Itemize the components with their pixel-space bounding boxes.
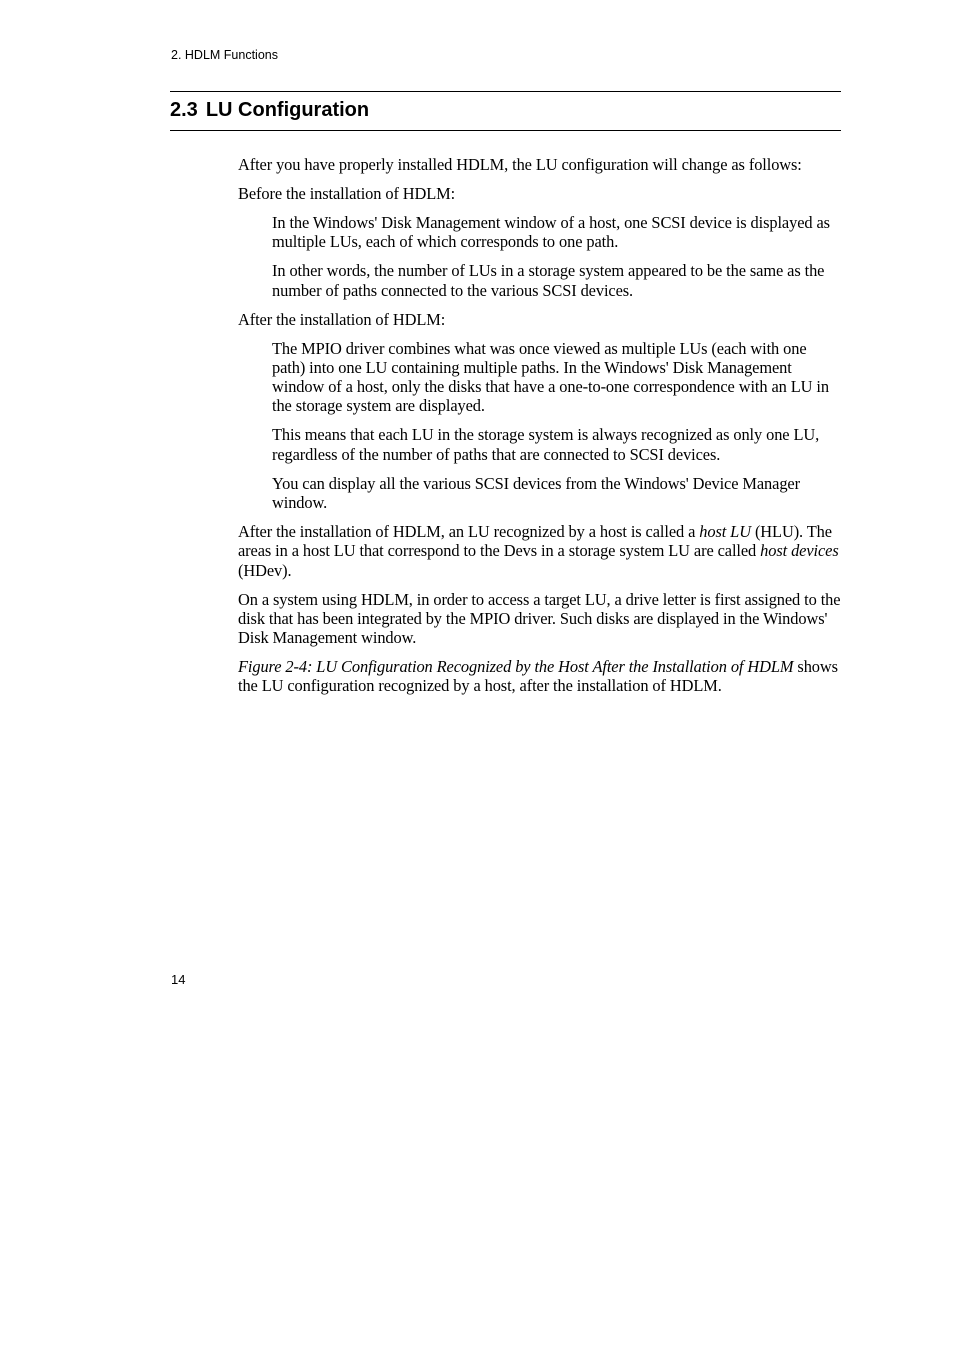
- figure-reference-link[interactable]: Figure 2-4: LU Configuration Recognized by the Host After the Installation of HDLM: [238, 657, 794, 677]
- after-installation-paragraph-3: You can display all the various SCSI devices from the Windows' Device Manager window.: [272, 473, 800, 512]
- section-top-rule: [170, 91, 841, 92]
- before-installation-paragraph-1: In the Windows' Disk Management window of a host, one SCSI device is displayed as multiple LUs, each of which corresponds to one path.: [272, 212, 830, 252]
- host-lu-text-1: After the installation of HDLM, an LU recognized by a host is called a: [238, 521, 700, 541]
- page-number: 14: [171, 972, 186, 987]
- after-installation-paragraph-2: This means that each LU in the storage system is always recognized as only one LU, regardless of the number of paths that are connected to SCSI devices.: [272, 425, 820, 464]
- section-bottom-rule: [170, 130, 841, 131]
- after-installation-label: After the installation of HDLM:: [238, 309, 446, 329]
- drive-letter-paragraph: On a system using HDLM, in order to access a target LU, a drive letter is first assigned to the disk that has been integrated by the MPIO driver. Such disks are displayed in the Windows' Disk Management window.: [238, 589, 841, 648]
- before-installation-paragraph-2: In other words, the number of LUs in a storage system appeared to be the same as the number of paths connected to the various SCSI devices.: [272, 261, 825, 300]
- section-title: [170, 98, 369, 122]
- figure-reference-text: shows the LU configuration recognized by a host, after the installation of HDLM.: [238, 657, 838, 696]
- after-installation-paragraph-1: The MPIO driver combines what was once viewed as multiple LUs (each with one path) into one LU containing multiple paths. In the Windows' Disk Management window of a host, only the disks that have a one-to-one correspondence with an LU in the storage system are displayed.: [272, 338, 829, 416]
- section-number: 2.3: [170, 99, 198, 121]
- before-installation-label: Before the installation of HDLM:: [238, 183, 456, 203]
- body-text: [238, 155, 842, 705]
- host-devices-term: host devices: [760, 541, 839, 561]
- host-lu-text-3: (HDev).: [238, 560, 292, 580]
- intro-paragraph: After you have properly installed HDLM, the LU configuration will change as follows:: [238, 155, 802, 174]
- host-lu-text-2: (HLU). The areas in a host LU that correspond to the Devs in a storage system LU are called: [238, 521, 832, 561]
- running-header: 2. HDLM Functions: [171, 48, 278, 62]
- host-lu-term: host LU: [699, 521, 751, 541]
- host-lu-paragraph: [238, 522, 842, 580]
- section-title-text: LU Configuration: [205, 99, 370, 121]
- figure-reference-paragraph: [238, 657, 842, 696]
